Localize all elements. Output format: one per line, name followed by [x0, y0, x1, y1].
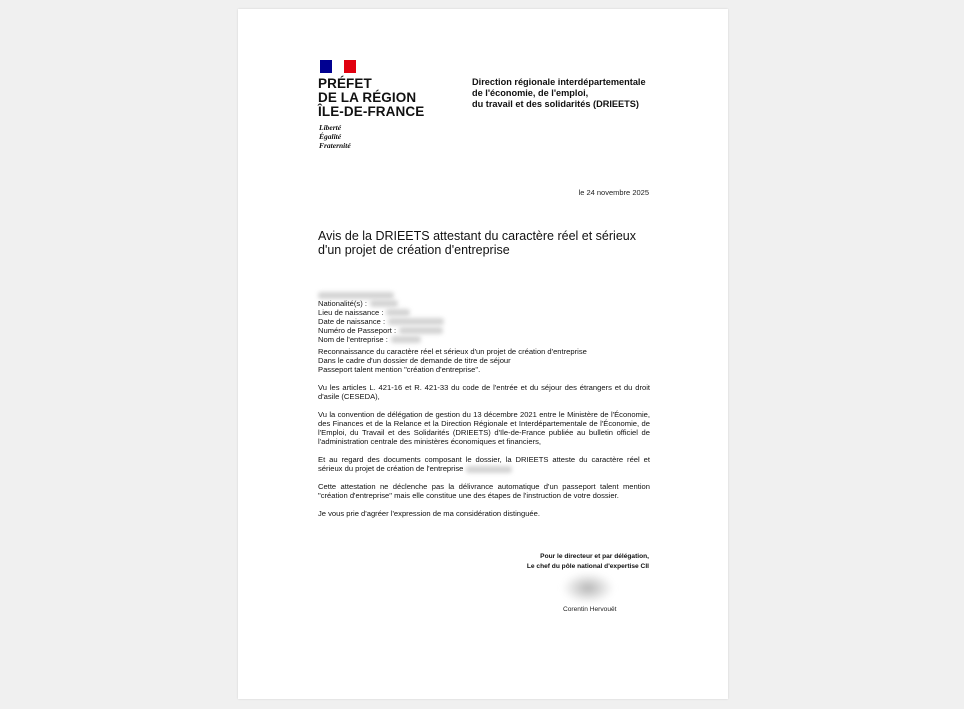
identity-label: Lieu de naissance : — [318, 308, 384, 317]
paragraph-convention: Vu la convention de délégation de gestion du 13 décembre 2021 entre le Ministère de l'Économie, des Finances et de la Relance et la Direction Régionale et Interdépartementale de l'Économie, de l'Emploi, du Travail et des Solidarités (DRIEETS) d'Ile-de-France publiée au bulletin officiel de l'administration centrale des ministères économiques et financiers, — [318, 410, 650, 446]
prefet-line: DE LA RÉGION — [318, 90, 417, 105]
redacted-value — [388, 318, 444, 325]
body-line: Passeport talent mention "création d'entreprise". — [318, 365, 481, 374]
redacted-value — [391, 336, 421, 343]
motto-line: Égalité — [319, 132, 342, 141]
signature-block — [489, 552, 649, 572]
french-flag-logo — [320, 60, 356, 73]
letter-body — [318, 347, 650, 527]
identity-label: Numéro de Passeport : — [318, 326, 397, 335]
identity-label: Nationalité(s) : — [318, 299, 367, 308]
identity-row — [318, 326, 444, 335]
identity-block — [318, 292, 444, 344]
issuing-direction — [472, 77, 646, 110]
direction-line: Direction régionale interdépartementale — [472, 77, 646, 87]
redacted-value — [370, 300, 398, 307]
letter-date: le 24 novembre 2025 — [578, 188, 649, 197]
attestation-text: Et au regard des documents composant le dossier, la DRIEETS atteste du caractère réel et sérieux du projet de création de l'entreprise — [318, 455, 650, 473]
handwritten-signature — [563, 573, 613, 603]
identity-row — [318, 317, 444, 326]
republic-motto — [319, 123, 351, 150]
signature-line: Le chef du pôle national d'expertise CII — [526, 563, 649, 570]
prefet-line: PRÉFET — [318, 76, 372, 91]
direction-line: de l'économie, de l'emploi, — [472, 88, 589, 98]
paragraph-recognition — [318, 347, 650, 374]
identity-label: Nom de l'entreprise : — [318, 335, 388, 344]
prefet-wordmark — [318, 77, 424, 119]
identity-row — [318, 299, 444, 308]
body-line: Dans le cadre d'un dossier de demande de titre de séjour — [318, 356, 511, 365]
redacted-value — [318, 292, 394, 299]
redacted-value — [386, 309, 410, 316]
identity-row — [318, 308, 444, 317]
redacted-name-row — [318, 292, 444, 299]
paragraph-attestation — [318, 455, 650, 473]
redacted-company — [466, 466, 512, 473]
paragraph-disclaimer: Cette attestation ne déclenche pas la délivrance automatique d'un passeport talent mention "création d'entreprise" mais elle constitue une des étapes de l'instruction de votre dossier. — [318, 482, 650, 500]
prefet-line: ÎLE-DE-FRANCE — [318, 104, 425, 119]
motto-line: Fraternité — [319, 141, 351, 150]
letter-title: Avis de la DRIEETS attestant du caractère réel et sérieux d'un projet de création d'entreprise — [318, 229, 636, 257]
motto-line: Liberté — [319, 123, 342, 132]
redacted-value — [399, 327, 443, 334]
signatory-name: Corentin Hervouët — [563, 606, 617, 613]
identity-row — [318, 335, 444, 344]
signature-line: Pour le directeur et par délégation, — [540, 553, 649, 560]
body-line: Reconnaissance du caractère réel et sérieux d'un projet de création d'entreprise — [318, 347, 587, 356]
letter-page — [238, 9, 728, 699]
identity-label: Date de naissance : — [318, 317, 386, 326]
direction-line: du travail et des solidarités (DRIEETS) — [472, 99, 639, 109]
paragraph-closing: Je vous prie d'agréer l'expression de ma considération distinguée. — [318, 509, 540, 518]
paragraph-legal-basis: Vu les articles L. 421-16 et R. 421-33 du code de l'entrée et du séjour des étrangers et du droit d'asile (CESEDA), — [318, 383, 650, 401]
